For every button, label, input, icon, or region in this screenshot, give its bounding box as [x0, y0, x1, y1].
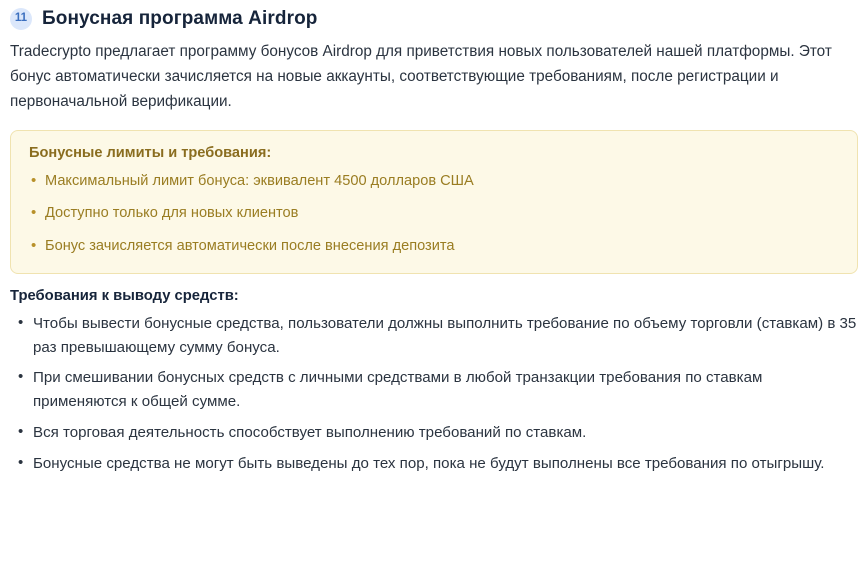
list-item: • Бонус зачисляется автоматически после внесения депозита — [29, 236, 839, 257]
list-item: • Доступно только для новых клиентов — [29, 203, 839, 224]
intro-paragraph: Tradecrypto предлагает программу бонусов Airdrop для приветствия новых пользователей нашей платформы. Этот бонус автоматически зачисляется на новые аккаунты, соответствующие требованиям, после регистрации и первоначальной верификации. — [10, 43, 832, 110]
callout-list — [29, 171, 839, 256]
list-item: • Вся торговая деятельность способствует выполнению требований по ставкам. — [10, 421, 858, 445]
bonus-limits-callout — [10, 130, 858, 273]
withdrawal-requirements-title: Требования к выводу средств: — [10, 287, 239, 304]
callout-title: Бонусные лимиты и требования: — [29, 145, 272, 162]
list-item: • Максимальный лимит бонуса: эквивалент 4500 долларов США — [29, 171, 839, 192]
section-heading — [10, 8, 858, 30]
list-item: • Бонусные средства не могут быть выведены до тех пор, пока не будут выполнены все требования по отыгрышу. — [10, 452, 858, 476]
page-title: Бонусная программа Airdrop — [42, 8, 318, 29]
list-item: • Чтобы вывести бонусные средства, пользователи должны выполнить требование по объему торговли (ставкам) в 35 раз превышающему сумму бонуса. — [10, 312, 858, 360]
withdrawal-requirements-list — [10, 312, 858, 476]
section-number-badge: 11 — [10, 8, 32, 30]
list-item: • При смешивании бонусных средств с личными средствами в любой транзакции требования по ставкам применяются к общей сумме. — [10, 366, 858, 414]
